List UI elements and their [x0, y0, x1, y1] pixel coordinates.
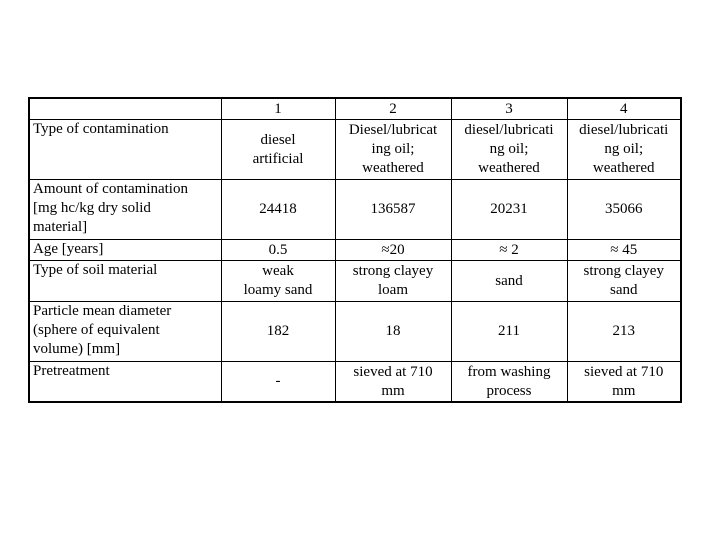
table-cell: 0.5	[221, 240, 335, 261]
header-cell-4: 4	[567, 98, 681, 120]
header-cell-2: 2	[335, 98, 451, 120]
table-cell: diesel/lubricati ng oil; weathered	[567, 120, 681, 180]
table-cell: strong clayey sand	[567, 261, 681, 302]
row-label: Particle mean diameter (sphere of equivalent volume) [mm]	[29, 302, 221, 362]
table-cell: ≈20	[335, 240, 451, 261]
table-cell: sand	[451, 261, 567, 302]
table-cell: 136587	[335, 180, 451, 240]
table-row-age	[29, 240, 681, 261]
table-cell: sieved at 710 mm	[567, 362, 681, 403]
table-cell: 20231	[451, 180, 567, 240]
table-cell: diesel/lubricati ng oil; weathered	[451, 120, 567, 180]
table-cell: 18	[335, 302, 451, 362]
table-cell: strong clayey loam	[335, 261, 451, 302]
table-row-particle-diameter	[29, 302, 681, 362]
header-cell-1: 1	[221, 98, 335, 120]
header-row	[29, 98, 681, 120]
row-label: Type of soil material	[29, 261, 221, 302]
table-cell: weak loamy sand	[221, 261, 335, 302]
table-row-contamination-amount	[29, 180, 681, 240]
table-cell: sieved at 710 mm	[335, 362, 451, 403]
table-cell: 213	[567, 302, 681, 362]
table-cell: 24418	[221, 180, 335, 240]
table-row-soil-type	[29, 261, 681, 302]
table-cell: 182	[221, 302, 335, 362]
row-label: Pretreatment	[29, 362, 221, 403]
table-cell: diesel artificial	[221, 120, 335, 180]
table-cell: 35066	[567, 180, 681, 240]
table-cell: from washing process	[451, 362, 567, 403]
table-row-pretreatment	[29, 362, 681, 403]
table-cell: -	[221, 362, 335, 403]
row-label: Amount of contamination [mg hc/kg dry solid material]	[29, 180, 221, 240]
contamination-table	[28, 97, 682, 403]
row-label: Type of contamination	[29, 120, 221, 180]
table-cell: ≈ 2	[451, 240, 567, 261]
table-cell: Diesel/lubricat ing oil; weathered	[335, 120, 451, 180]
row-label: Age [years]	[29, 240, 221, 261]
table-cell: ≈ 45	[567, 240, 681, 261]
header-cell-empty	[29, 98, 221, 120]
table-row-contamination-type	[29, 120, 681, 180]
table-cell: 211	[451, 302, 567, 362]
header-cell-3: 3	[451, 98, 567, 120]
